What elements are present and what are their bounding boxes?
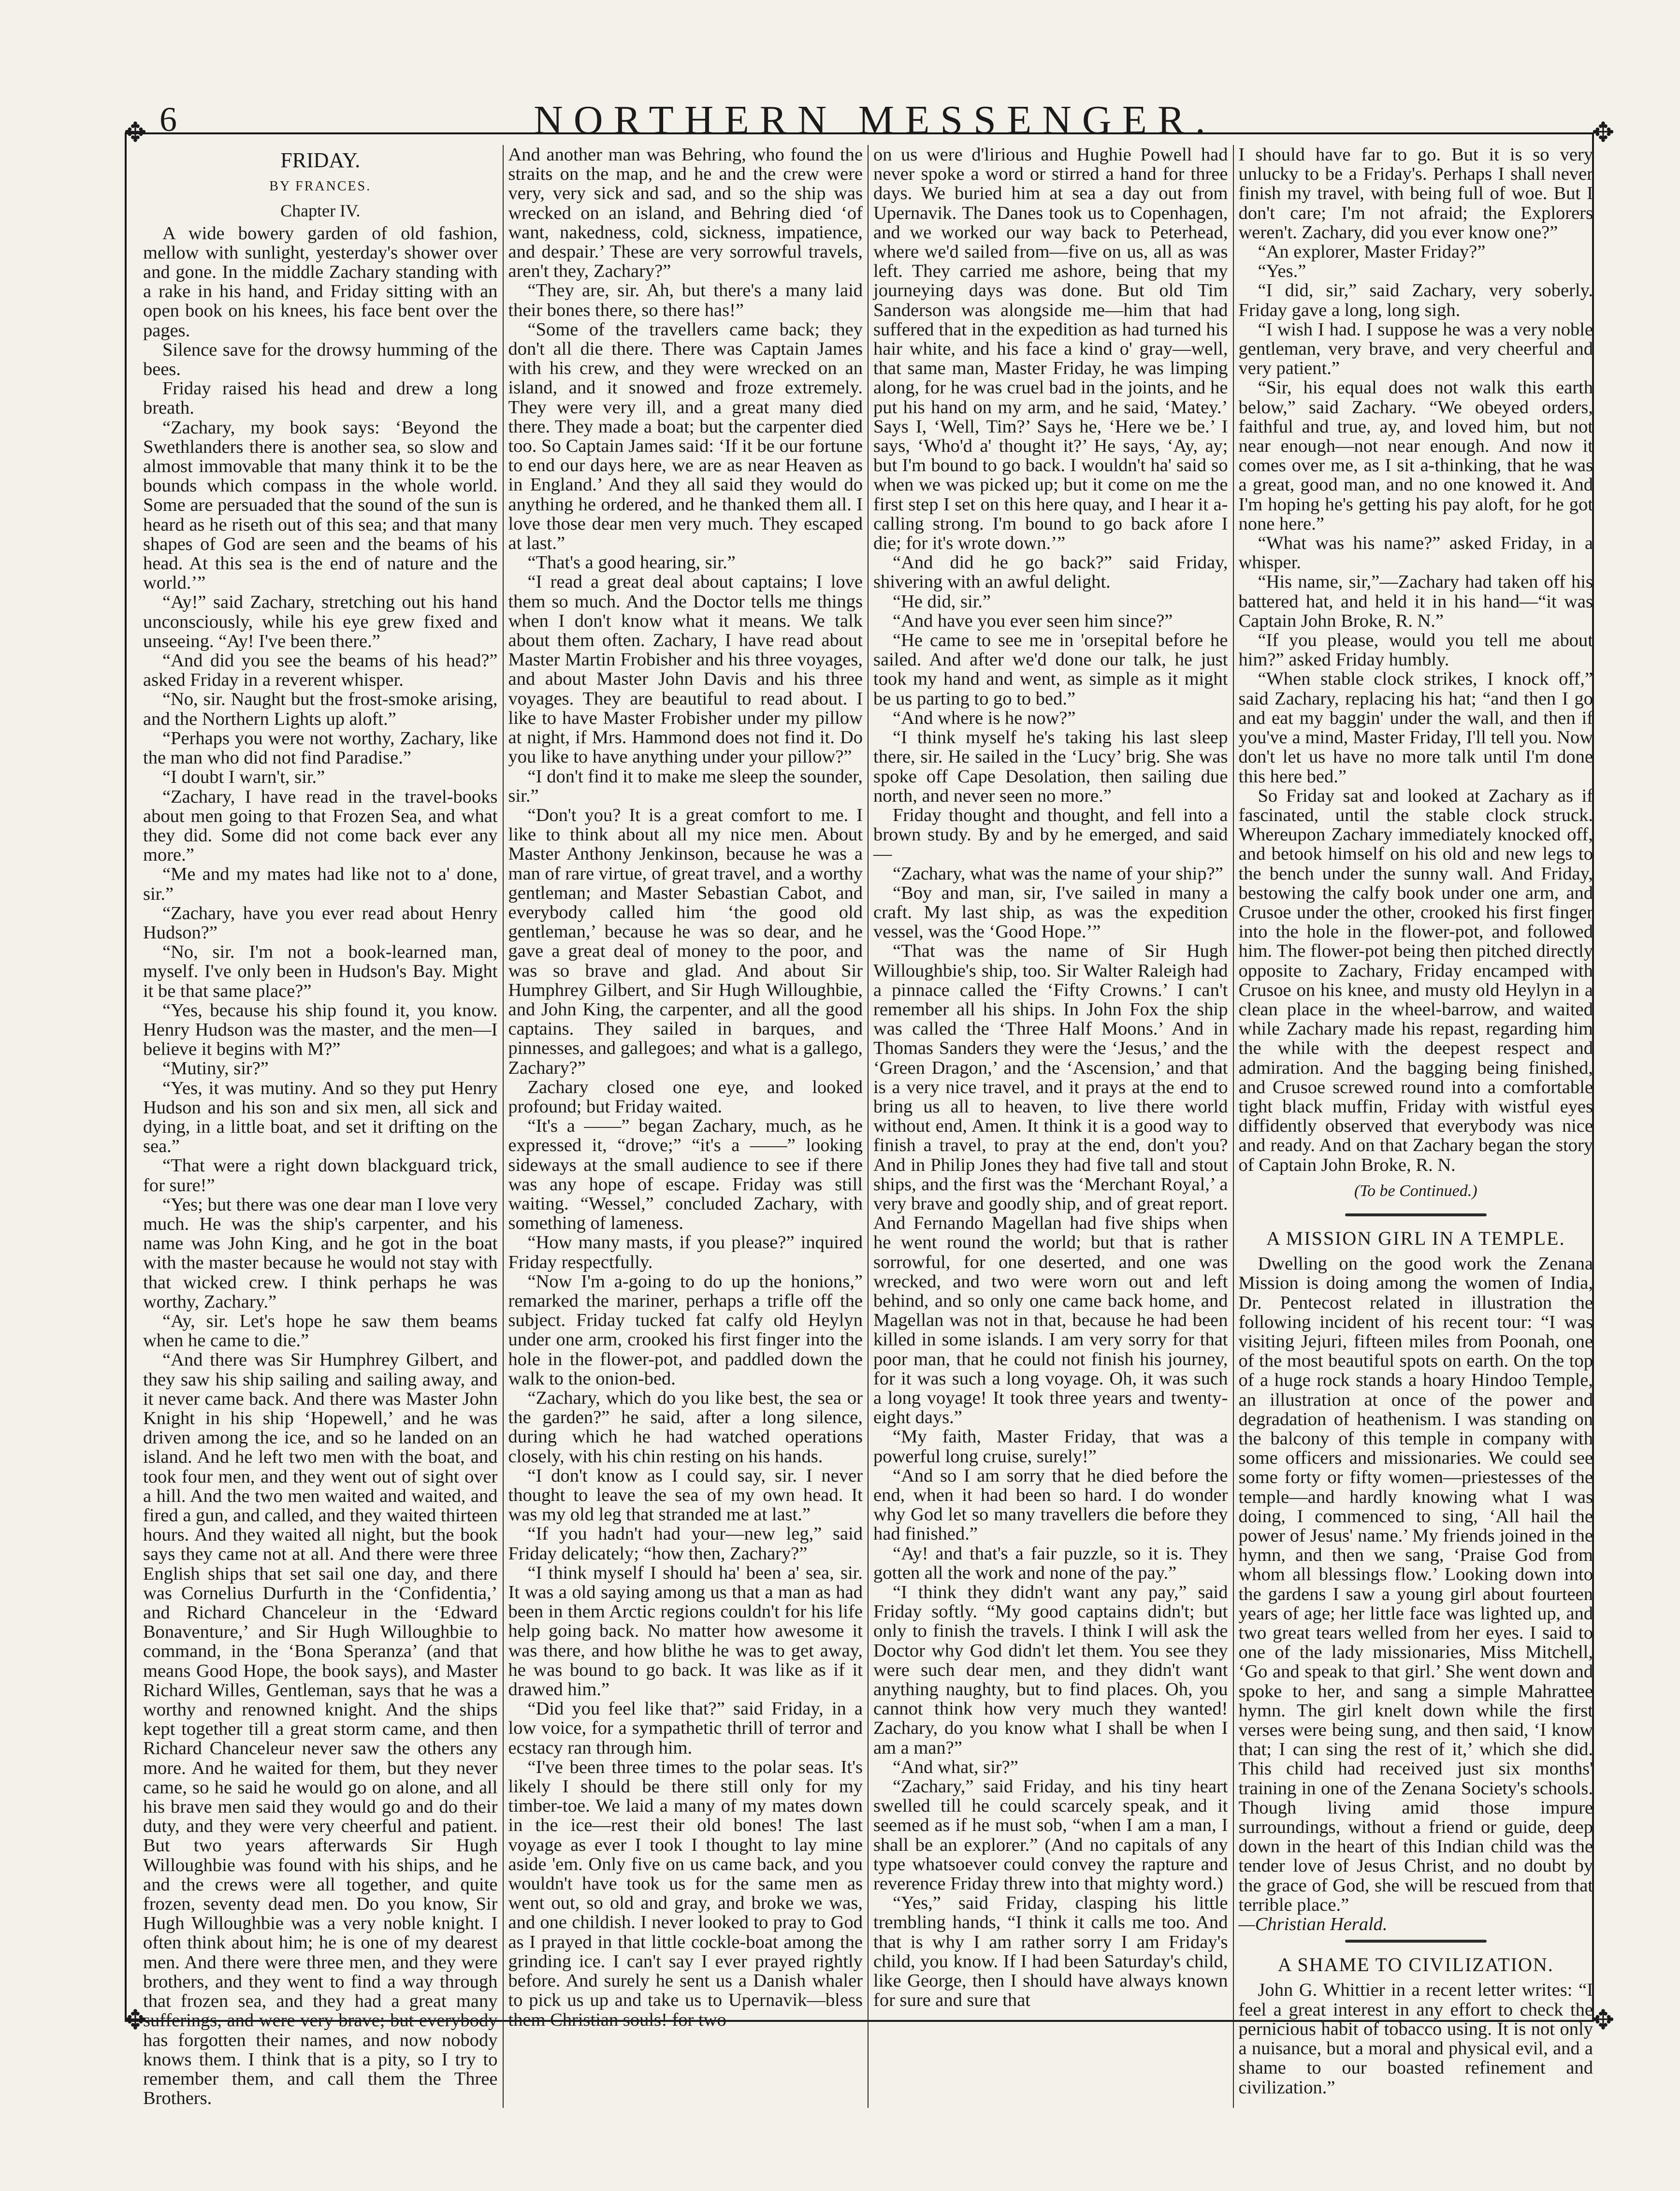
- paragraph: “Ay!” said Zachary, stretching out his hand unconsciously, while his eye grew fixed and unseeing. “Ay! I've been there.”: [143, 592, 498, 651]
- story-byline: BY FRANCES.: [269, 179, 372, 194]
- paragraph: “And did he go back?” said Friday, shivering with an awful delight.: [873, 552, 1228, 592]
- paragraph: “Yes, because his ship found it, you know. Henry Hudson was the master, and the men—I believe it begins with M?”: [143, 1000, 498, 1060]
- paragraph: “Some of the travellers came back; they don't all die there. There was Captain James with his crew, and they were wrecked on an island, and it snowed and froze extremely. They were very ill, and a great many died there. They made a boat; but the carpenter died too. So Captain James said: ‘If it be our fortune to end our days here, we are as near Heaven as in England.’ And they all said they would do anything he ordered, and he thanked them all. I love those dear men very much. They escaped at last.”: [508, 319, 863, 554]
- mission-headline: A MISSION GIRL IN A TEMPLE.: [1266, 1227, 1565, 1249]
- corner-ornament-top-left: ✥: [124, 118, 147, 148]
- paragraph: A wide bowery garden of old fashion, mellow with sunlight, yesterday's shower over and gone. In the middle Zachary standing with a rake in his hand, and Friday sitting with an open book on his knees, his face bent over the pages.: [143, 223, 498, 341]
- paragraph: And another man was Behring, who found the straits on the map, and he and the crew were very, very sick and sad, and so the ship was wrecked on an island, and Behring died ‘of want, nakedness, cold, sickness, impatience, and despair.’ These are very sorrowful travels, aren't they, Zachary?”: [508, 144, 863, 282]
- to-be-continued: (To be Continued.): [1354, 1182, 1477, 1200]
- corner-ornament-bottom-left: ✥: [124, 2005, 147, 2035]
- paragraph: “Now I'm a-going to do up the honions,” remarked the mariner, perhaps a trifle off the subject. Friday tucked fat calfy old Heylyn under one arm, crooked his first finger into the hole in the flower-pot, and paddled down the walk to the onion-bed.: [508, 1271, 863, 1389]
- paragraph: “And have you ever seen him since?”: [893, 610, 1173, 631]
- section-divider: [1345, 1213, 1487, 1216]
- paragraph: “I think myself he's taking his last sleep there, sir. He sailed in the ‘Lucy’ brig. She was spoke off Cape Desolation, then sailing due north, and never seen no more.”: [873, 727, 1228, 806]
- paragraph: “I did, sir,” said Zachary, very soberly. Friday gave a long, long sigh.: [1238, 280, 1593, 320]
- paragraph: “Don't you? It is a great comfort to me. I like to think about all my nice men. About Master Anthony Jenkinson, because he was a man of rare virtue, of great travel, and a worthy gentleman; and Master Sebastian Cabot, and everybody called him ‘the good old gentleman,’ because he was so dear, and he gave a great deal of money to the poor, and was so brave and glad. And about Sir Humphrey Gilbert, and Sir Hugh Willoughbie, and John King, the carpenter, and all the good captains. They sailed in barques, and pinnesses, and gallegoes; and what is a gallego, Zachary?”: [508, 805, 863, 1078]
- paragraph: “And where is he now?”: [893, 707, 1076, 728]
- paragraph: “Boy and man, sir, I've sailed in many a craft. My last ship, as was the expedition vessel, was the ‘Good Hope.’”: [873, 882, 1228, 942]
- paragraph: Silence save for the drowsy humming of the bees.: [143, 339, 498, 380]
- paragraph: “Sir, his equal does not walk this earth below,” said Zachary. “We obeyed orders, faithful and true, ay, and loved him, but not near enough—not near enough. And now it comes over me, as I sit a-thinking, that he was a great, good man, and no one knowed it. And I'm hoping he's getting his pay aloft, for he got none here.”: [1238, 377, 1593, 534]
- paragraph: “Zachary,” said Friday, and his tiny heart swelled till he could scarcely speak, and it seemed as if he must sob, “when I am a man, I shall be an explorer.” (And no capitals of any type whatsoever could convey the rapture and reverence Friday threw into that mighty word.): [873, 1776, 1228, 1894]
- paragraph: “How many masts, if you please?” inquired Friday respectfully.: [508, 1232, 863, 1272]
- paragraph: “They are, sir. Ah, but there's a many laid their bones there, so there has!”: [508, 280, 863, 320]
- paragraph: “Me and my mates had like not to a' done, sir.”: [143, 864, 498, 904]
- paragraph: “Zachary, I have read in the travel-books about men going to that Frozen Sea, and what they did. Some did not come back ever any more.”: [143, 786, 498, 865]
- mission-body: Dwelling on the good work the Zenana Mission is doing among the women of India, Dr. Pentecost related in illustration the following incident of his recent tour: “I was visiting Jejuri, fifteen miles from Poonah, one of the most beautiful spots on earth. On the top of a huge rock stands a hoary Hindoo Temple, an illustration at once of the power and degradation of heathenism. I was standing on the balcony of this temple in company with some officers and missionaries. We could see some forty or fifty women—priestesses of the temple—and hardly knowing what I was doing, I commenced to sing, ‘All hail the power of Jesus' name.’ My friends joined in the hymn, and then we sang, ‘Praise God from whom all blessings flow.’ Looking down into the gardens I saw a young girl about fourteen years of age; her little face was lighted up, and two great tears welled from her eyes. I said to one of the lady missionaries, Miss Mitchell, ‘Go and speak to that girl.’ She went down and spoke to her, and sang a simple Mahrattee hymn. The girl knelt down while the first verses were being sung, and then said, ‘I know that; I can sing the rest of it,’ which she did. This child had received just six months' training in one of the Zenana Society's schools. Though living amid those impure surroundings, without a friend or guide, deep down in the heart of this Indian child was the tender love of Jesus Christ, and no doubt by the grace of God, she will be rescued from that terrible place.”: [1238, 1254, 1593, 1915]
- story-title: FRIDAY.: [280, 148, 361, 172]
- paragraph: So Friday sat and looked at Zachary as if fascinated, until the stable clock struck. Whereupon Zachary immediately knocked off, and betook himself on his old and new legs to the bench under the sunny wall. And Friday, bestowing the calfy book under one arm, and Crusoe under the other, crooked his first finger into the hole in the flower-pot, and followed him. The flower-pot being then pitched directly opposite to Zachary, Friday encamped with Crusoe on his knee, and musty old Heylyn in a clean place in the wheel-barrow, and waited while Zachary made his repast, regarding him the while with the deepest respect and admiration. And the bagging being finished, and Crusoe screwed round into a comfortable tight black muffin, Friday with wistful eyes diffidently observed that everybody was nice and ready. And on that Zachary began the story of Captain John Broke, R. N.: [1238, 785, 1593, 1175]
- page-number: 6: [159, 100, 177, 139]
- corner-ornament-top-right: ✥: [1592, 118, 1615, 148]
- column-1-body: [143, 224, 498, 2108]
- paragraph: Friday thought and thought, and fell into a brown study. By and by he emerged, and said—: [873, 805, 1228, 865]
- mission-credit: —Christian Herald.: [1238, 1914, 1388, 1935]
- column-3-body: [873, 145, 1228, 2010]
- paragraph: “That was the name of Sir Hugh Willoughbie's ship, too. Sir Walter Raleigh had a pinnace called the ‘Fifty Crowns.’ I can't remember all his ships. In John Fox the ship was called the ‘Three Half Moons.’ And in Thomas Sanders they were the ‘Jesus,’ and the ‘Green Dragon,’ and the ‘Ascension,’ and that is a very nice travel, and it prays at the end to bring us all to heaven, to live there world without end, Amen. It think it is a good way to finish a travel, to pray at the end, don't you? And in Philip Jones they had five tall and stout ships, and the first was the ‘Merchant Royal,’ a very brave and goodly ship, and of great report. And Fernando Magellan had five ships when he went round the world; but that is rather sorrowful, for one deserted, and one was wrecked, and two were worn out and left behind, and so only one came back home, and Magellan was not in that, because he had been killed in some islands. I am very sorry for that poor man, that he could not finish his journey, for it was such a long voyage. Oh, it was such a long voyage! It took three years and twenty-eight days.”: [873, 941, 1228, 1428]
- paragraph: “My faith, Master Friday, that was a powerful long cruise, surely!”: [873, 1427, 1228, 1467]
- paragraph: “I doubt I warn't, sir.”: [162, 767, 325, 788]
- column-4-body: [1239, 145, 1593, 1175]
- paragraph: “And there was Sir Humphrey Gilbert, and they saw his ship sailing and sailing away, and it never came back. And there was Master John Knight in his ship ‘Hopewell,’ and he was driven among the ice, and so he landed on an island. And he left two men with the boat, and took four men, and they went out of sight over a hill. And the two men waited and waited, and fired a gun, and called, and they waited thirteen hours. And they waited all night, but the book says they came not at all. And there were three English ships that set sail one day, and there was Cornelius Durfurth in the ‘Confidentia,’ and Richard Chanceleur in the ‘Edward Bonaventure,’ and Sir Hugh Willoughbie to command, in the ‘Bona Speranza’ (and that means Good Hope, the book says), and Master Richard Willes, Gentleman, says that he was a worthy and renowned knight. And the ships kept together till a great storm came, and then Richard Chanceleur never saw the others any more. And he waited for them, but they never came, so he said he would go on alone, and all his brave men said they would go and do their duty, and they were very cheerful and patient. But two years afterwards Sir Hugh Willoughbie was found with his ships, and he and the crews were all together, and quite frozen, seventy dead men. Do you know, Sir Hugh Willoughbie was a very noble knight. I often think about him; he is one of my dearest men. And there were three men, and they were brothers, and they went to find a way through that frozen sea, and they had a great many sufferings, and were very brave; but everybody has forgotten their names, and now nobody knows them. I think that is a pity, so I try to remember them, and call them the Three Brothers.: [143, 1350, 498, 2109]
- paragraph: “When stable clock strikes, I knock off,” said Zachary, replacing his hat; “and then I go and eat my baggin' under the wall, and then if you've a mind, Master Friday, I'll tell you. Now don't let us have no more talk until I'm done this here bed.”: [1238, 669, 1593, 787]
- paragraph: “And what, sir?”: [893, 1757, 1018, 1777]
- paragraph: “What was his name?” asked Friday, in a whisper.: [1238, 533, 1593, 573]
- paragraph: “Perhaps you were not worthy, Zachary, like the man who did not find Paradise.”: [143, 728, 498, 768]
- paragraph: “He did, sir.”: [893, 591, 991, 612]
- article-columns: [143, 144, 1593, 2109]
- paragraph: “That were a right down blackguard trick, for sure!”: [143, 1155, 498, 1196]
- column-1: [143, 145, 498, 2108]
- paragraph: “If you please, would you tell me about him?” asked Friday humbly.: [1238, 630, 1593, 670]
- paragraph: “An explorer, Master Friday?”: [1258, 242, 1486, 262]
- paragraph: “Yes.”: [1258, 261, 1306, 282]
- paragraph: “I think myself I should ha' been a' sea, sir. It was a old saying among us that a man as had been in them Arctic regions couldn't for his life help going back. No matter how awesome it was there, and how blithe he was to get away, he was bound to go back. It was like as if it drawed him.”: [508, 1562, 863, 1700]
- section-divider: [1345, 1940, 1487, 1943]
- column-3: [873, 145, 1228, 2108]
- paragraph: “Mutiny, sir?”: [162, 1058, 269, 1079]
- paragraph: “Did you feel like that?” said Friday, in a low voice, for a sympathetic thrill of terror and ecstacy ran through him.: [508, 1699, 863, 1758]
- paragraph: Friday raised his head and drew a long breath.: [143, 378, 498, 418]
- paper-title: NORTHERN MESSENGER.: [534, 98, 1216, 143]
- paragraph: “His name, sir,”—Zachary had taken off his battered hat, and held it in his hand—“it was Captain John Broke, R. N.”: [1238, 572, 1593, 631]
- paragraph: “I've been three times to the polar seas. It's likely I should be there still only for my timber-toe. We laid a many of my mates down in the ice—rest their old bones! The last voyage as ever I took I thought to lay mine aside 'em. Only five on us came back, and you wouldn't have took us for the same men as went out, so old and gray, and broke we was, and one childish. I never looked to pray to God as I prayed in that little cockle-boat among the grinding ice. I can't say I ever prayed rightly before. And surely he sent us a Danish whaler to pick us up and take us to Upernavik—bless them Christian souls! for two: [508, 1757, 863, 2030]
- paragraph: “Yes; but there was one dear man I love very much. He was the ship's carpenter, and his name was John King, and he got in the boat with the master because he would not stay with that wicked crew. I think perhaps he was worthy, Zachary.”: [143, 1194, 498, 1312]
- paragraph: Zachary closed one eye, and looked profound; but Friday waited.: [508, 1077, 863, 1117]
- paragraph: “No, sir. I'm not a book-learned man, myself. I've only been in Hudson's Bay. Might it be that same place?”: [143, 942, 498, 1001]
- paragraph: “Yes, it was mutiny. And so they put Henry Hudson and his son and six men, all sick and dying, in a little boat, and set it drifting on the sea.”: [143, 1078, 498, 1157]
- paragraph: “Ay! and that's a fair puzzle, so it is. They gotten all the work and none of the pay.”: [873, 1543, 1228, 1583]
- paragraph: “No, sir. Naught but the frost-smoke arising, and the Northern Lights up aloft.”: [143, 689, 498, 729]
- paragraph: “I read a great deal about captains; I love them so much. And the Doctor tells me things when I don't know what it means. We talk about them often. Zachary, I have read about Master Martin Frobisher and his three voyages, and about Master John Davis and his three voyages. They are beautiful to read about. I like to have Master Frobisher under my pillow at night, if Mrs. Hammond does not find it. Do you like to have anything under your pillow?”: [508, 572, 863, 767]
- paragraph: I should have far to go. But it is so very unlucky to be a Friday's. Perhaps I shall never finish my travel, with being full of woe. But I don't care; I'm not afraid; the Explorers weren't. Zachary, did you ever know one?”: [1238, 144, 1593, 243]
- column-2-body: [508, 145, 863, 2030]
- corner-ornament-bottom-right: ✥: [1592, 2005, 1615, 2035]
- masthead: [140, 92, 1609, 145]
- paragraph: “Zachary, have you ever read about Henry Hudson?”: [143, 903, 498, 943]
- paragraph: “I think they didn't want any pay,” said Friday softly. “My good captains didn't; but only to finish the travels. I think I will ask the Doctor why God didn't let them. You see they were such dear men, and they didn't want anything naughty, but to find places. Oh, you cannot think how very much they wanted! Zachary, do you know what I shall be when I am a man?”: [873, 1582, 1228, 1758]
- paragraph: “Yes,” said Friday, clasping his little trembling hands, “I think it calls me too. And that is why I am rather sorry I am Friday's child, you know. If I had been Saturday's child, like George, then I should have always known for sure and sure that: [873, 1893, 1228, 2011]
- paragraph: “That's a good hearing, sir.”: [527, 552, 736, 573]
- column-2: [508, 145, 863, 2108]
- paragraph: “And did you see the beams of his head?” asked Friday in a reverent whisper.: [143, 650, 498, 691]
- chapter-heading: Chapter IV.: [280, 201, 361, 221]
- civilization-headline: A SHAME TO CIVILIZATION.: [1277, 1954, 1554, 1976]
- paragraph: “He came to see me in 'orsepital before he sailed. And after we'd done our talk, he just took my hand and went, as simple as it might be us parting to go to bed.”: [873, 630, 1228, 709]
- paragraph: on us were d'lirious and Hughie Powell had never spoke a word or stirred a hand for three days. We buried him at sea a day out from Upernavik. The Danes took us to Copenhagen, and we worked our way back to Peterhead, where we'd sailed from—five on us, all as was left. They carried me ashore, being that my journeying days was done. But old Tim Sanderson was alongside me—him that had suffered that in the expedition as had turned his hair white, and his face a kind o' gray—well, that same man, Master Friday, he was limping along, for he was cruel bad in the joints, and he put his hand on my arm, and he said, ‘Matey.’ Says I, ‘Well, Tim?’ Says he, ‘Here we be.’ I says, ‘Who'd a' thought it?’ He says, ‘Ay, ay; but I'm bound to go back. I wouldn't ha' said so when we was picked up; but it come on me the first step I set on this here quay, and I hear it a-calling strong. I'm bound to go back afore I die; for it's wrote down.’”: [873, 144, 1228, 554]
- paragraph: “I wish I had. I suppose he was a very noble gentleman, very brave, and very cheerful and very patient.”: [1238, 319, 1593, 379]
- column-4: [1239, 145, 1593, 2108]
- civilization-body: John G. Whittier in a recent letter writes: “I feel a great interest in any effort to check the pernicious habit of tobacco using. It is not only a nuisance, but a moral and physical evil, and a shame to our boasted refinement and civilization.”: [1238, 1980, 1593, 2098]
- paragraph: “Zachary, which do you like best, the sea or the garden?” he said, after a long silence, during which he had watched operations closely, with his chin resting on his hands.: [508, 1388, 863, 1467]
- paragraph: “Zachary, my book says: ‘Beyond the Swethlanders there is another sea, so slow and almost immovable that many think it to be the bounds which compass in the whole world. Some are persuaded that the sound of the sun is heard as he riseth out of this sea; and that many shapes of God are seen and the beams of his head. At this sea is the end of nature and the world.’”: [143, 417, 498, 593]
- paragraph: “And so I am sorry that he died before the end, when it had been so hard. I do wonder why God let so many travellers die before they had finished.”: [873, 1465, 1228, 1544]
- paragraph: “Zachary, what was the name of your ship?”: [893, 863, 1223, 884]
- paragraph: “Ay, sir. Let's hope he saw them beams when he came to die.”: [143, 1311, 498, 1351]
- paragraph: “If you hadn't had your—new leg,” said Friday delicately; “how then, Zachary?”: [508, 1524, 863, 1564]
- paragraph: “It's a ——” began Zachary, much, as he expressed it, “drove;” “it's a ——” looking sideways at the small audience to see if there was any hope of escape. Friday was still waiting. “Wessel,” concluded Zachary, with something of lameness.: [508, 1116, 863, 1234]
- paragraph: “I don't know as I could say, sir. I never thought to leave the sea of my own head. It was my old leg that stranded me at last.”: [508, 1465, 863, 1525]
- paragraph: “I don't find it to make me sleep the sounder, sir.”: [508, 766, 863, 806]
